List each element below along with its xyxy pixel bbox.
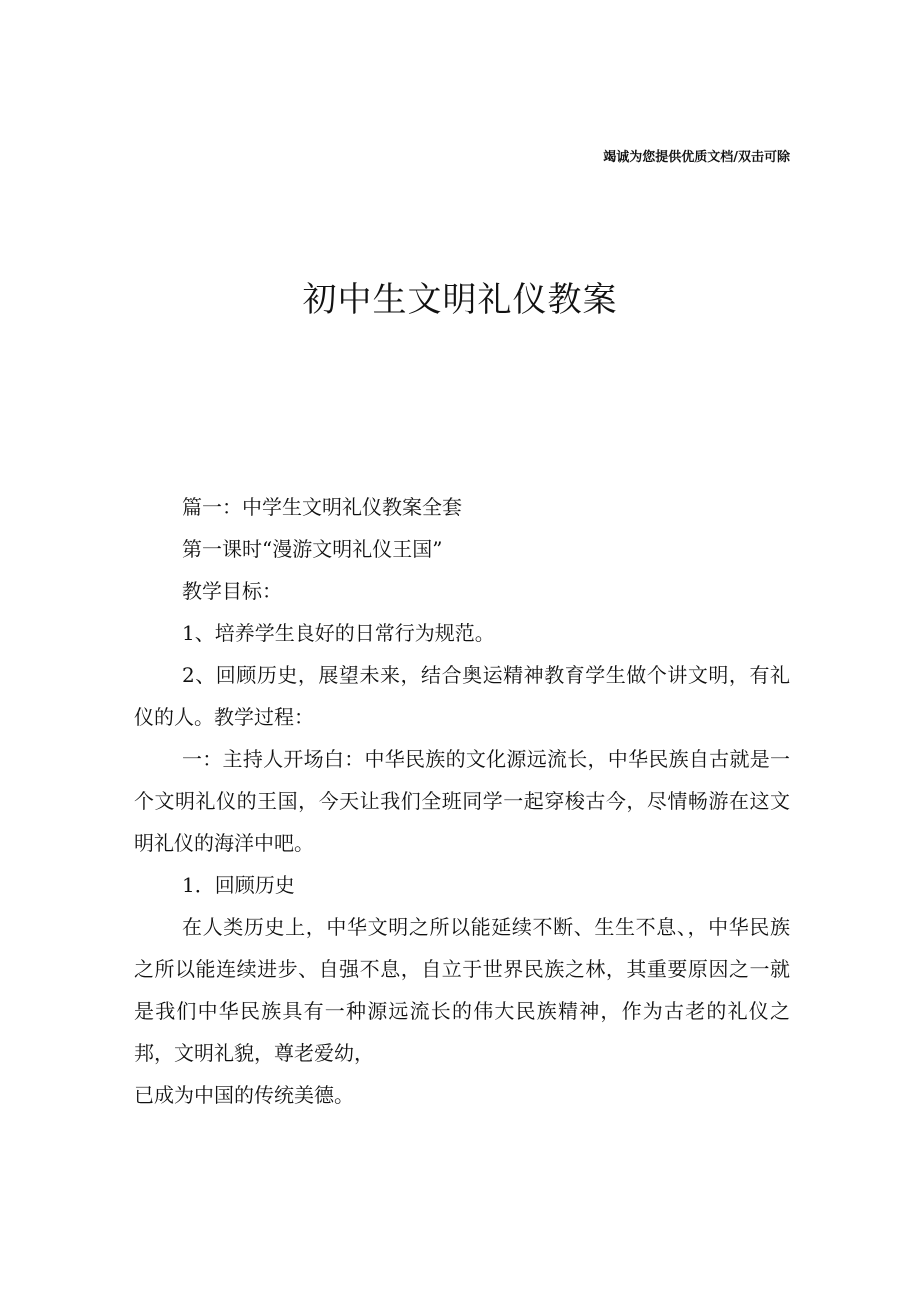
- paragraph-opening: 一：主持人开场白：中华民族的文化源远流长，中华民族自古就是一个文明礼仪的王国，今天让我们全班同学一起穿梭古今，尽情畅游在这文明礼仪的海洋中吧。: [134, 747, 790, 855]
- document-title: 初中生文明礼仪教案: [302, 280, 618, 320]
- paragraph-goal-1: 1、培养学生良好的日常行为规范。: [182, 621, 495, 645]
- paragraph-section-heading: 篇一：中学生文明礼仪教案全套: [182, 495, 462, 519]
- paragraph-goals-label: 教学目标：: [182, 579, 282, 603]
- paragraph-history-heading: 1．回顾历史: [182, 873, 295, 897]
- paragraph-history-end: 已成为中国的传统美德。: [134, 1083, 354, 1107]
- paragraph-lesson-title: 第一课时“漫游文明礼仪王国”: [182, 537, 443, 561]
- document-body: [134, 486, 790, 1110]
- paragraph-history-body: 在人类历史上，中华文明之所以能延续不断、生生不息、，中华民族之所以能连续进步、自强不息，自立于世界民族之林，其重要原因之一就是我们中华民族具有一种源远流长的伟大民族精神，作为古老的礼仪之邦，文明礼貌，尊老爱幼，: [134, 915, 790, 1065]
- header-note: 竭诚为您提供优质文档/双击可除: [603, 150, 790, 165]
- paragraph-goal-2: 2、回顾历史，展望未来，结合奥运精神教育学生做个讲文明，有礼仪的人。教学过程：: [134, 663, 790, 729]
